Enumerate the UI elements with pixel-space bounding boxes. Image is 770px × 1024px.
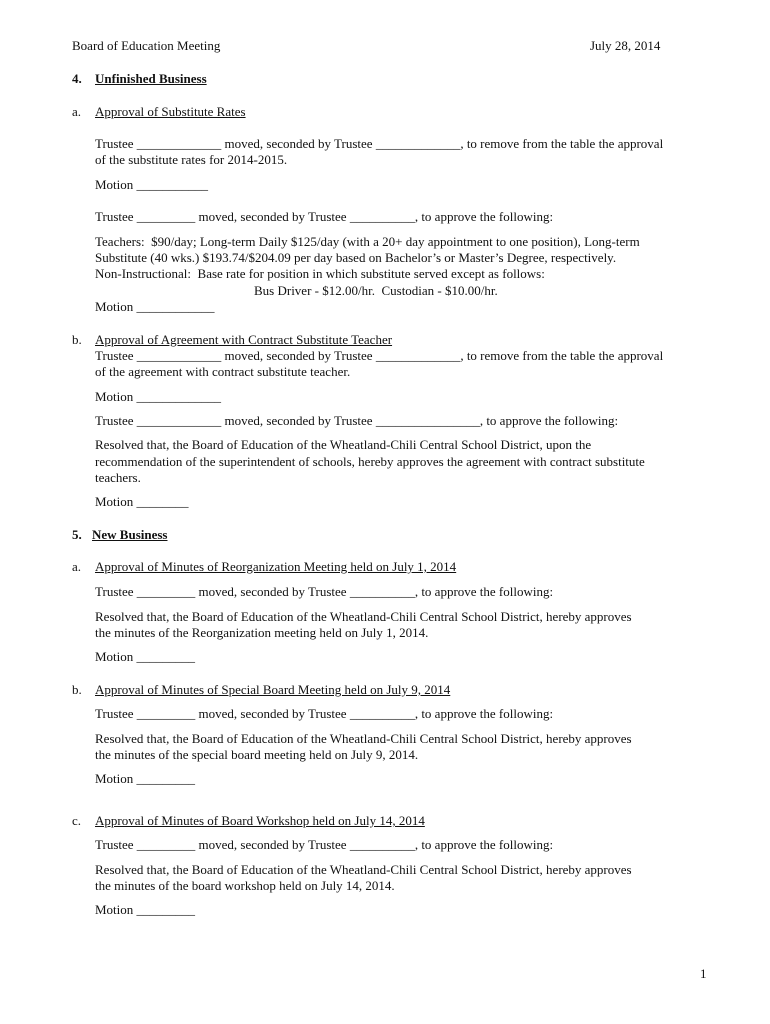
item-5b-motion: Motion _________	[95, 771, 196, 786]
item-5a-res1: Resolved that, the Board of Education of the Wheatland-Chili Central School District, hereby approves	[95, 609, 632, 624]
item-4b-line1: Trustee _____________ moved, seconded by Trustee _____________, to remove from the table the approval	[95, 348, 664, 363]
item-5c-line1: Trustee _________ moved, seconded by Trustee __________, to approve the following:	[95, 837, 554, 852]
item-4a-motion1: Motion ___________	[95, 177, 209, 192]
item-4a-line1: Trustee _____________ moved, seconded by Trustee _____________, to remove from the table the approval	[95, 136, 664, 151]
item-5c-letter: c.	[72, 813, 82, 828]
item-4b-title: Approval of Agreement with Contract Substitute Teacher	[95, 332, 393, 347]
item-5a-line1: Trustee _________ moved, seconded by Trustee __________, to approve the following:	[95, 584, 554, 599]
item-4a-rates4: Bus Driver - $12.00/hr. Custodian - $10.00/hr.	[254, 283, 498, 298]
item-5b-line1: Trustee _________ moved, seconded by Trustee __________, to approve the following:	[95, 706, 554, 721]
section-4-heading: Unfinished Business	[95, 71, 207, 86]
item-4b-res1: Resolved that, the Board of Education of the Wheatland-Chili Central School District, upon the	[95, 437, 592, 452]
item-5c-res2: the minutes of the board workshop held on July 14, 2014.	[95, 878, 395, 893]
item-5b-letter: b.	[72, 682, 82, 697]
item-5c-res1: Resolved that, the Board of Education of the Wheatland-Chili Central School District, hereby approves	[95, 862, 632, 877]
page-number: 1	[700, 966, 707, 981]
item-4a-letter: a.	[72, 104, 82, 119]
item-4b-motion1: Motion _____________	[95, 389, 222, 404]
item-4b-letter: b.	[72, 332, 82, 347]
section-4-number: 4.	[72, 71, 82, 86]
item-4a-line2: of the substitute rates for 2014-2015.	[95, 152, 288, 167]
item-4a-title: Approval of Substitute Rates	[95, 104, 246, 119]
header-date: July 28, 2014	[590, 38, 661, 53]
item-5b-title: Approval of Minutes of Special Board Meeting held on July 9, 2014	[95, 682, 451, 697]
item-4a-line3: Trustee _________ moved, seconded by Trustee __________, to approve the following:	[95, 209, 554, 224]
item-5b-res1: Resolved that, the Board of Education of the Wheatland-Chili Central School District, hereby approves	[95, 731, 632, 746]
header-title: Board of Education Meeting	[72, 38, 221, 53]
item-4b-motion2: Motion ________	[95, 494, 189, 509]
item-5b-res2: the minutes of the special board meeting held on July 9, 2014.	[95, 747, 419, 762]
item-5a-res2: the minutes of the Reorganization meeting held on July 1, 2014.	[95, 625, 429, 640]
section-5-heading: New Business	[92, 527, 168, 542]
item-4b-res2: recommendation of the superintendent of schools, hereby approves the agreement with contract substitute	[95, 454, 645, 469]
item-5a-motion: Motion _________	[95, 649, 196, 664]
item-4a-rates3: Non-Instructional: Base rate for position in which substitute served except as follows:	[95, 266, 545, 281]
item-4a-rates2: Substitute (40 wks.) $193.74/$204.09 per day based on Bachelor’s or Master’s Degree, respectively.	[95, 250, 617, 265]
item-5c-title: Approval of Minutes of Board Workshop held on July 14, 2014	[95, 813, 425, 828]
item-4a-motion2: Motion ____________	[95, 299, 215, 314]
item-4a-rates1: Teachers: $90/day; Long-term Daily $125/day (with a 20+ day appointment to one position), Long-term	[95, 234, 640, 249]
item-4b-line3: Trustee _____________ moved, seconded by Trustee ________________, to approve the following:	[95, 413, 619, 428]
item-5a-title: Approval of Minutes of Reorganization Meeting held on July 1, 2014	[95, 559, 457, 574]
item-4b-res3: teachers.	[95, 470, 141, 485]
item-5a-letter: a.	[72, 559, 82, 574]
section-5-number: 5.	[72, 527, 82, 542]
item-4b-line2: of the agreement with contract substitute teacher.	[95, 364, 351, 379]
item-5c-motion: Motion _________	[95, 902, 196, 917]
